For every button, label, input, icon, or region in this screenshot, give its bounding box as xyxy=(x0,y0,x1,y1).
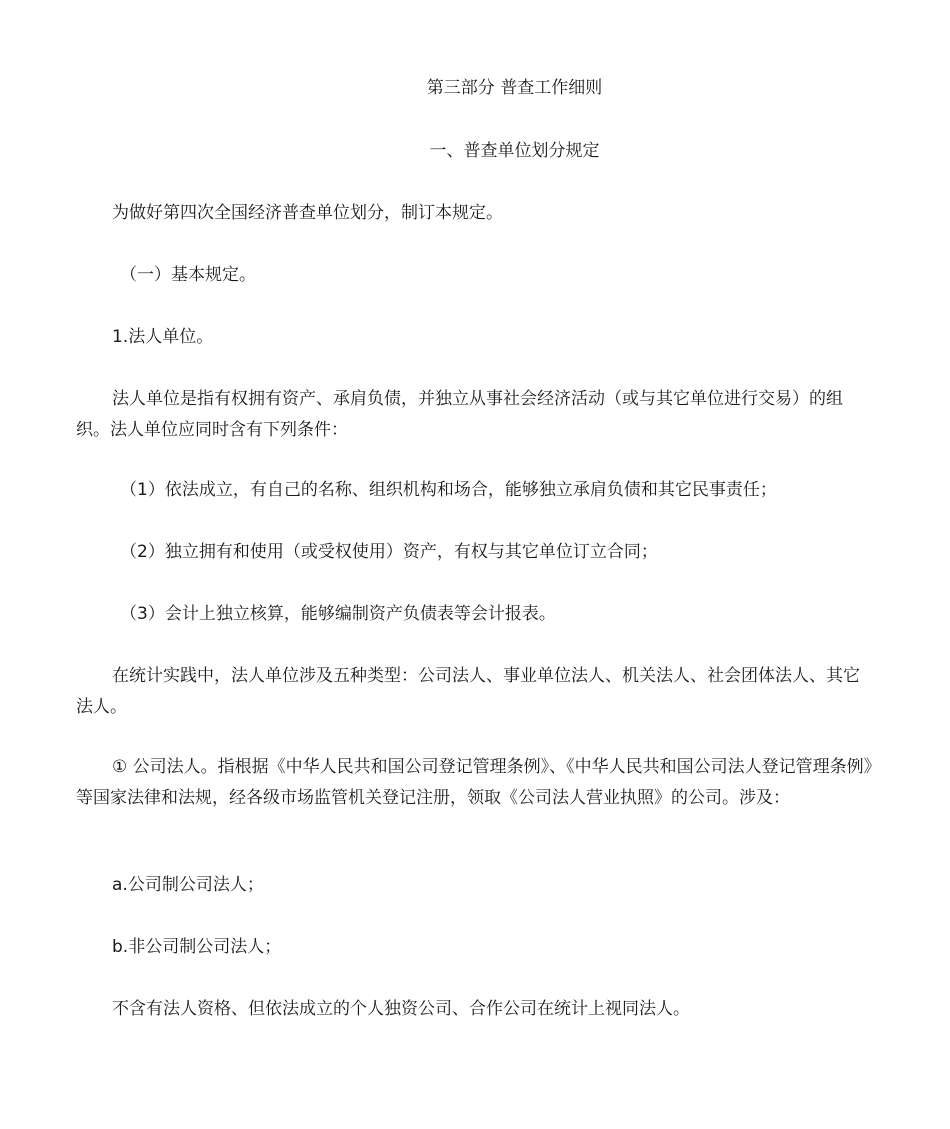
condition-3: （3）会计上独立核算，能够编制资产负债表等会计报表。 xyxy=(120,604,556,624)
list-item-a: a.公司制公司法人； xyxy=(112,875,264,895)
condition-2: （2）独立拥有和使用（或受权使用）资产，有权与其它单位订立合同； xyxy=(120,542,658,562)
subsection-heading: （一）基本规定。 xyxy=(120,265,256,285)
list-item-b: b.非公司制公司法人； xyxy=(112,937,282,957)
intro-paragraph: 为做好第四次全国经济普查单位划分，制订本规定。 xyxy=(112,203,503,223)
types-paragraph: 在统计实践中，法人单位涉及五种类型：公司法人、事业单位法人、机关法人、社会团体法人、其它法人。 xyxy=(76,666,860,717)
condition-1: （1）依法成立，有自己的名称、组织机构和场合，能够独立承肩负债和其它民事责任； xyxy=(120,480,777,500)
item-heading: 1.法人单位。 xyxy=(112,327,214,347)
company-legal-paragraph: ① 公司法人。指根据《中华人民共和国公司登记管理条例》、《中华人民共和国公司法人登记管理条例》等国家法律和法规，经各级市场监管机关登记注册，领取《公司法人营业执照》的公司。涉及： xyxy=(76,757,873,808)
part-title: 第三部分 普查工作细则 xyxy=(426,78,603,98)
note-paragraph: 不含有法人资格、但依法成立的个人独资公司、合作公司在统计上视同法人。 xyxy=(112,999,690,1019)
section-title: 一、普查单位划分规定 xyxy=(429,141,600,161)
definition-paragraph: 法人单位是指有权拥有资产、承肩负债，并独立从事社会经济活动（或与其它单位进行交易）的组织。法人单位应同时含有下列条件： xyxy=(76,389,843,440)
